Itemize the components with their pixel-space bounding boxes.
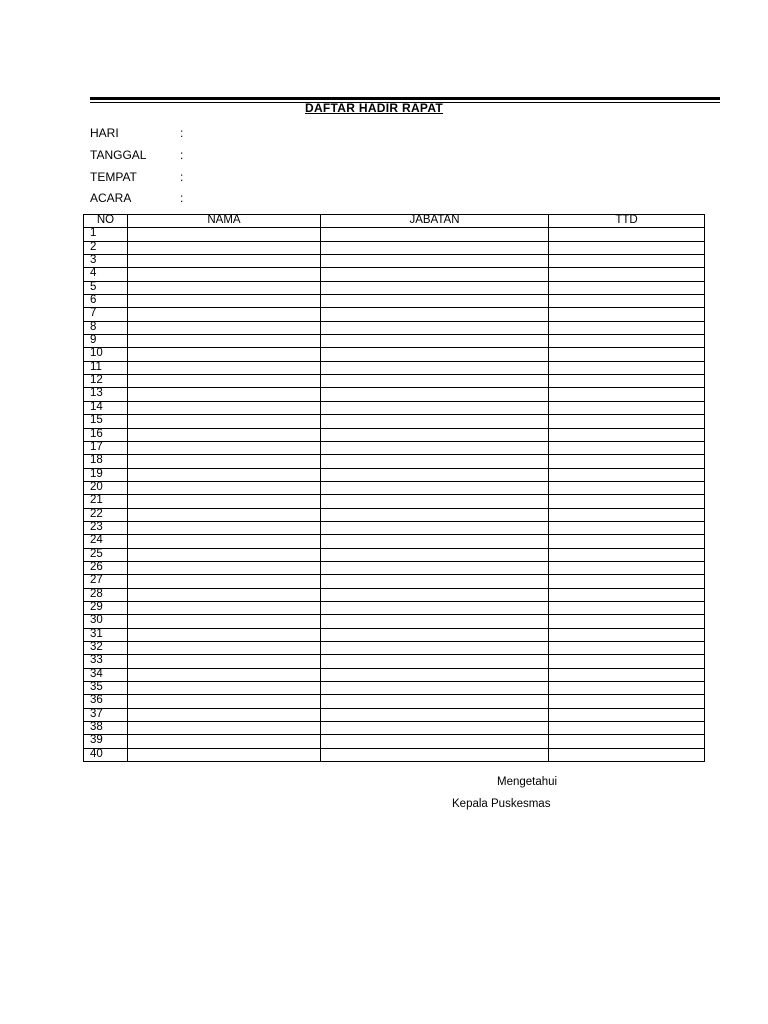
cell-nama[interactable] [128, 668, 321, 681]
table-row [84, 348, 705, 361]
cell-no: 4 [84, 268, 128, 281]
cell-jabatan[interactable] [321, 228, 549, 241]
cell-jabatan[interactable] [321, 241, 549, 254]
cell-ttd[interactable] [549, 748, 705, 761]
cell-jabatan[interactable] [321, 468, 549, 481]
table-row [84, 508, 705, 521]
cell-jabatan[interactable] [321, 295, 549, 308]
table-row [84, 588, 705, 601]
cell-nama[interactable] [128, 228, 321, 241]
table-row [84, 521, 705, 534]
cell-jabatan[interactable] [321, 388, 549, 401]
table-row [84, 335, 705, 348]
cell-jabatan[interactable] [321, 735, 549, 748]
table-row [84, 428, 705, 441]
cell-ttd[interactable] [549, 388, 705, 401]
cell-nama[interactable] [128, 348, 321, 361]
table-row [84, 415, 705, 428]
cell-nama[interactable] [128, 521, 321, 534]
field-separator: : [180, 148, 184, 162]
cell-nama[interactable] [128, 642, 321, 655]
cell-nama[interactable] [128, 695, 321, 708]
field-label: HARI [90, 126, 119, 140]
table-row [84, 748, 705, 761]
table-row [84, 668, 705, 681]
cell-no: 19 [84, 468, 128, 481]
cell-ttd[interactable] [549, 535, 705, 548]
cell-ttd[interactable] [549, 588, 705, 601]
cell-no: 36 [84, 695, 128, 708]
table-row [84, 455, 705, 468]
cell-no: 39 [84, 735, 128, 748]
cell-nama[interactable] [128, 335, 321, 348]
cell-no: 3 [84, 255, 128, 268]
cell-ttd[interactable] [549, 455, 705, 468]
table-row [84, 601, 705, 614]
cell-ttd[interactable] [549, 255, 705, 268]
cell-jabatan[interactable] [321, 695, 549, 708]
field-tempat [90, 170, 183, 184]
cell-jabatan[interactable] [321, 348, 549, 361]
cell-nama[interactable] [128, 281, 321, 294]
cell-no: 8 [84, 321, 128, 334]
cell-nama[interactable] [128, 295, 321, 308]
cell-nama[interactable] [128, 321, 321, 334]
table-header-row [84, 215, 705, 228]
table-row [84, 241, 705, 254]
cell-jabatan[interactable] [321, 415, 549, 428]
cell-jabatan[interactable] [321, 428, 549, 441]
cell-no: 37 [84, 708, 128, 721]
cell-jabatan[interactable] [321, 508, 549, 521]
cell-jabatan[interactable] [321, 615, 549, 628]
footer-acknowledged: Mengetahui [497, 776, 558, 788]
cell-ttd[interactable] [549, 561, 705, 574]
cell-no: 29 [84, 601, 128, 614]
cell-ttd[interactable] [549, 308, 705, 321]
table-row [84, 268, 705, 281]
cell-ttd[interactable] [549, 295, 705, 308]
field-label: TEMPAT [90, 170, 137, 184]
table-row [84, 615, 705, 628]
cell-ttd[interactable] [549, 401, 705, 414]
field-separator: : [180, 191, 184, 205]
cell-no: 1 [84, 228, 128, 241]
cell-no: 21 [84, 495, 128, 508]
cell-no: 12 [84, 375, 128, 388]
cell-ttd[interactable] [549, 441, 705, 454]
cell-jabatan[interactable] [321, 335, 549, 348]
cell-jabatan[interactable] [321, 375, 549, 388]
cell-nama[interactable] [128, 588, 321, 601]
cell-nama[interactable] [128, 361, 321, 374]
field-tanggal [90, 148, 183, 162]
table-row [84, 708, 705, 721]
cell-jabatan[interactable] [321, 361, 549, 374]
cell-ttd[interactable] [549, 415, 705, 428]
cell-no: 22 [84, 508, 128, 521]
cell-ttd[interactable] [549, 495, 705, 508]
header-nama: NAMA [128, 215, 321, 228]
table-row [84, 441, 705, 454]
cell-jabatan[interactable] [321, 268, 549, 281]
field-separator: : [180, 170, 184, 184]
table-row [84, 468, 705, 481]
table-row [84, 255, 705, 268]
table-row [84, 655, 705, 668]
cell-nama[interactable] [128, 268, 321, 281]
cell-nama[interactable] [128, 401, 321, 414]
cell-jabatan[interactable] [321, 455, 549, 468]
cell-nama[interactable] [128, 375, 321, 388]
cell-ttd[interactable] [549, 601, 705, 614]
cell-nama[interactable] [128, 615, 321, 628]
cell-no: 11 [84, 361, 128, 374]
cell-no: 34 [84, 668, 128, 681]
field-separator: : [180, 126, 184, 140]
cell-no: 26 [84, 561, 128, 574]
cell-jabatan[interactable] [321, 575, 549, 588]
cell-ttd[interactable] [549, 722, 705, 735]
table-row [84, 722, 705, 735]
cell-no: 9 [84, 335, 128, 348]
header-no: NO [84, 215, 128, 228]
cell-ttd[interactable] [549, 642, 705, 655]
cell-jabatan[interactable] [321, 708, 549, 721]
cell-no: 25 [84, 548, 128, 561]
cell-jabatan[interactable] [321, 748, 549, 761]
cell-nama[interactable] [128, 441, 321, 454]
cell-nama[interactable] [128, 241, 321, 254]
cell-no: 18 [84, 455, 128, 468]
table-row [84, 281, 705, 294]
cell-nama[interactable] [128, 535, 321, 548]
cell-no: 40 [84, 748, 128, 761]
cell-nama[interactable] [128, 548, 321, 561]
cell-ttd[interactable] [549, 575, 705, 588]
cell-jabatan[interactable] [321, 655, 549, 668]
cell-no: 27 [84, 575, 128, 588]
table-row [84, 628, 705, 641]
cell-no: 38 [84, 722, 128, 735]
cell-nama[interactable] [128, 722, 321, 735]
table-row [84, 228, 705, 241]
cell-nama[interactable] [128, 508, 321, 521]
cell-ttd[interactable] [549, 508, 705, 521]
cell-no: 28 [84, 588, 128, 601]
cell-nama[interactable] [128, 308, 321, 321]
field-label: TANGGAL [90, 148, 147, 162]
cell-nama[interactable] [128, 655, 321, 668]
cell-jabatan[interactable] [321, 441, 549, 454]
cell-jabatan[interactable] [321, 521, 549, 534]
cell-no: 31 [84, 628, 128, 641]
cell-ttd[interactable] [549, 682, 705, 695]
cell-ttd[interactable] [549, 228, 705, 241]
cell-nama[interactable] [128, 495, 321, 508]
header-rule-thick [90, 97, 720, 100]
cell-nama[interactable] [128, 415, 321, 428]
cell-nama[interactable] [128, 708, 321, 721]
table-row [84, 735, 705, 748]
table-row [84, 388, 705, 401]
cell-jabatan[interactable] [321, 255, 549, 268]
cell-nama[interactable] [128, 682, 321, 695]
cell-ttd[interactable] [549, 361, 705, 374]
header-jabatan: JABATAN [321, 215, 549, 228]
cell-no: 14 [84, 401, 128, 414]
cell-no: 35 [84, 682, 128, 695]
table-row [84, 375, 705, 388]
field-label: ACARA [90, 191, 132, 205]
cell-ttd[interactable] [549, 468, 705, 481]
cell-nama[interactable] [128, 481, 321, 494]
cell-jabatan[interactable] [321, 682, 549, 695]
cell-ttd[interactable] [549, 735, 705, 748]
cell-nama[interactable] [128, 428, 321, 441]
cell-ttd[interactable] [549, 521, 705, 534]
cell-no: 15 [84, 415, 128, 428]
table-row [84, 575, 705, 588]
cell-jabatan[interactable] [321, 642, 549, 655]
footer-position: Kepala Puskesmas [452, 798, 551, 810]
cell-ttd[interactable] [549, 348, 705, 361]
cell-jabatan[interactable] [321, 281, 549, 294]
table-body [84, 228, 705, 762]
table-row [84, 535, 705, 548]
cell-nama[interactable] [128, 628, 321, 641]
cell-jabatan[interactable] [321, 588, 549, 601]
cell-ttd[interactable] [549, 481, 705, 494]
cell-nama[interactable] [128, 561, 321, 574]
table-row [84, 682, 705, 695]
cell-jabatan[interactable] [321, 535, 549, 548]
cell-jabatan[interactable] [321, 561, 549, 574]
cell-no: 5 [84, 281, 128, 294]
attendance-table [83, 214, 705, 762]
cell-no: 23 [84, 521, 128, 534]
cell-nama[interactable] [128, 575, 321, 588]
cell-ttd[interactable] [549, 335, 705, 348]
cell-ttd[interactable] [549, 268, 705, 281]
cell-ttd[interactable] [549, 655, 705, 668]
cell-ttd[interactable] [549, 428, 705, 441]
cell-jabatan[interactable] [321, 495, 549, 508]
cell-no: 13 [84, 388, 128, 401]
document-title: DAFTAR HADIR RAPAT [305, 101, 444, 115]
cell-jabatan[interactable] [321, 481, 549, 494]
table-row [84, 308, 705, 321]
cell-jabatan[interactable] [321, 722, 549, 735]
table-row [84, 495, 705, 508]
cell-ttd[interactable] [549, 615, 705, 628]
cell-ttd[interactable] [549, 695, 705, 708]
cell-jabatan[interactable] [321, 628, 549, 641]
field-acara [90, 191, 183, 205]
cell-jabatan[interactable] [321, 601, 549, 614]
cell-nama[interactable] [128, 255, 321, 268]
cell-ttd[interactable] [549, 668, 705, 681]
cell-nama[interactable] [128, 468, 321, 481]
cell-jabatan[interactable] [321, 321, 549, 334]
cell-ttd[interactable] [549, 548, 705, 561]
cell-jabatan[interactable] [321, 308, 549, 321]
table-row [84, 642, 705, 655]
cell-no: 6 [84, 295, 128, 308]
cell-no: 20 [84, 481, 128, 494]
cell-nama[interactable] [128, 388, 321, 401]
table-row [84, 695, 705, 708]
cell-ttd[interactable] [549, 321, 705, 334]
cell-ttd[interactable] [549, 281, 705, 294]
cell-no: 16 [84, 428, 128, 441]
cell-jabatan[interactable] [321, 668, 549, 681]
table-row [84, 321, 705, 334]
cell-jabatan[interactable] [321, 401, 549, 414]
cell-no: 24 [84, 535, 128, 548]
table-row [84, 401, 705, 414]
table-row [84, 561, 705, 574]
table-row [84, 361, 705, 374]
cell-nama[interactable] [128, 455, 321, 468]
cell-no: 10 [84, 348, 128, 361]
header-ttd: TTD [549, 215, 705, 228]
cell-no: 2 [84, 241, 128, 254]
cell-ttd[interactable] [549, 241, 705, 254]
cell-no: 32 [84, 642, 128, 655]
cell-ttd[interactable] [549, 708, 705, 721]
cell-no: 30 [84, 615, 128, 628]
cell-nama[interactable] [128, 735, 321, 748]
field-hari [90, 126, 183, 140]
cell-nama[interactable] [128, 601, 321, 614]
cell-ttd[interactable] [549, 628, 705, 641]
cell-nama[interactable] [128, 748, 321, 761]
cell-ttd[interactable] [549, 375, 705, 388]
cell-no: 17 [84, 441, 128, 454]
table-row [84, 548, 705, 561]
table-row [84, 295, 705, 308]
cell-jabatan[interactable] [321, 548, 549, 561]
cell-no: 7 [84, 308, 128, 321]
cell-no: 33 [84, 655, 128, 668]
table-row [84, 481, 705, 494]
